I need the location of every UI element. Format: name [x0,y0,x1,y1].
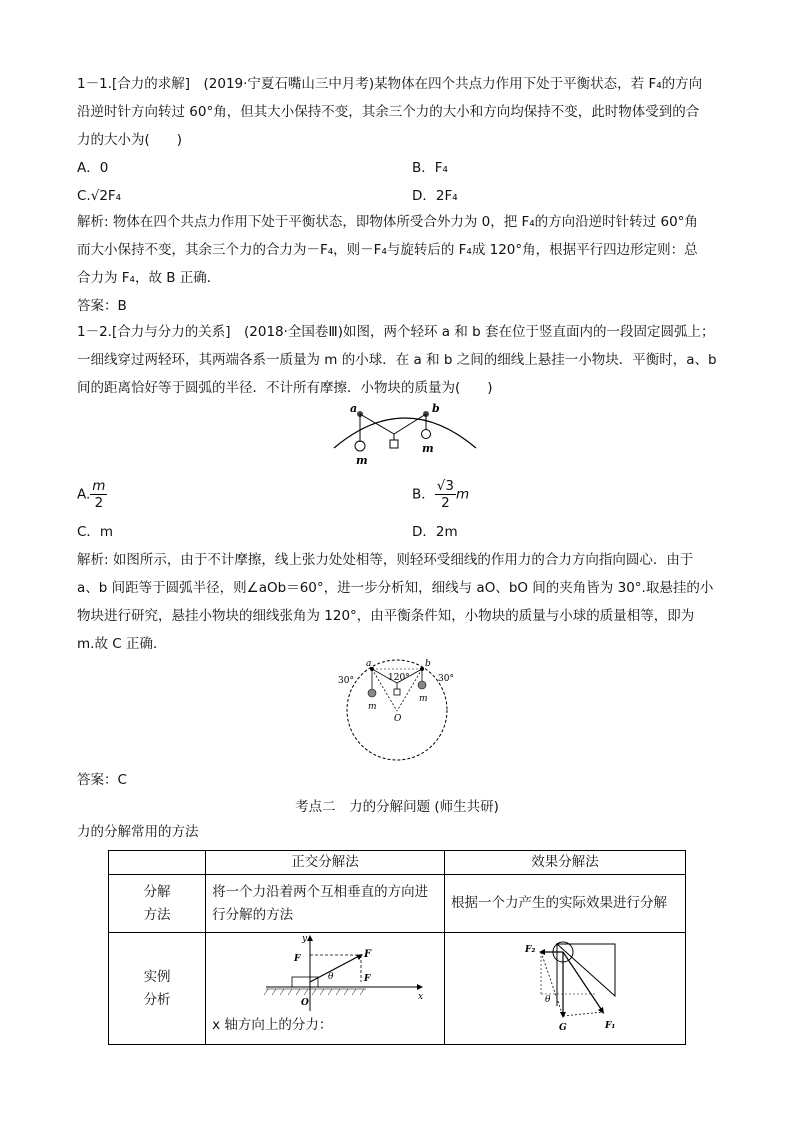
fig3-label-x: x [418,992,424,1002]
q2-option-b-numerator: √3 [436,478,454,494]
q1-stem-line3: 力的大小为( ) [77,132,183,148]
q2-fig-label-a: a [350,402,358,415]
table-row-example [109,933,686,1045]
q1-answer: 答案：B [77,298,127,314]
section-title: 考点二 力的分解问题 (师生共研) [295,799,499,815]
q1-stem-line1: 1－1.[合力的求解] (2019·宁夏石嘴山三中月考)某物体在四个共点力作用下处于平衡状态，若 F₄的方向 [77,76,703,92]
table-cell-effect-example [445,933,686,1045]
q2-fig2-label-m2: m [419,694,428,704]
q2-option-a [77,478,107,511]
q2-fig2-label-m1: m [368,702,377,712]
q2-analysis-figure [332,655,462,765]
q2-fig-label-m2: m [422,442,434,455]
q2-option-b-fraction [435,478,456,511]
q2-fig2-angle-left: 30° [338,676,354,686]
q2-fig-label-b: b [432,402,440,415]
orthogonal-x-component-note [206,1015,444,1035]
fig3-label-f: F [364,949,372,960]
table-header-effect: 效果分解法 [445,851,686,875]
orthogonal-x-component-text: x 轴方向上的分力： [212,1017,333,1033]
q2-stem-line3: 间的距离恰好等于圆弧的半径．不计所有摩擦．小物块的质量为( ) [77,380,493,396]
q2-fig2-label-b: b [425,659,431,669]
q2-fig-label-m1: m [356,454,368,467]
q2-fig2-label-o: O [394,714,402,724]
q2-option-b [412,478,469,511]
q2-stem-line1: 1－2.[合力与分力的关系] (2018·全国卷Ⅲ)如图，两个轻环 a 和 b 套在位于竖直面内的一段固定圆弧上； [77,324,715,340]
table-row-example-label-line2: 分析 [143,991,171,1008]
q2-option-b-suffix: m [455,486,470,503]
effect-decomposition-figure [445,936,685,1042]
section-subtitle: 力的分解常用的方法 [77,824,199,840]
q2-analysis-line3: 物块进行研究，悬挂小物块的细线张角为 120°，由平衡条件知，小物块的质量与小球的质量相等，即为 [77,608,695,624]
q2-option-a-prefix: A. [77,486,91,503]
table-row-method-label-line2: 方法 [143,906,171,923]
fig3-label-fy: F [294,954,301,964]
q2-option-c: C．m [77,524,114,540]
q1-option-a: A．0 [77,160,109,176]
q2-option-a-fraction [90,478,107,511]
q2-option-a-denominator: 2 [94,495,104,511]
q2-stem-line2: 一细线穿过两轻环，其两端各系一质量为 m 的小球．在 a 和 b 之间的细线上悬挂一小物块．平衡时，a、b [77,352,717,368]
q1-analysis-line1: 解析: 物体在四个共点力作用下处于平衡状态，即物体所受合外力为 0，把 F₄的方向沿逆时针转过 60°角 [77,214,698,230]
fig4-label-f1: F₁ [605,1020,616,1031]
q2-option-b-prefix: B． [412,486,435,503]
table-row-example-label [109,933,206,1045]
q1-analysis-line3: 合力为 F₄，故 B 正确． [77,270,221,286]
q1-option-d: D．2F₄ [412,188,458,204]
fig4-label-f2: F₂ [525,944,536,955]
table-header-blank [109,851,206,875]
q1-option-b: B．F₄ [412,160,448,176]
table-row-example-label-line1: 实例 [143,968,171,985]
fig3-label-fx: F [364,974,371,984]
q2-fig2-angle-right: 30° [438,674,454,684]
q2-fig2-label-a: a [366,659,372,669]
q2-option-a-numerator: m [92,478,106,494]
table-row-method [109,875,686,933]
table-cell-orthogonal-example [206,933,445,1045]
q2-arc-figure [330,402,480,468]
table-header-row [109,851,686,875]
table-cell-orthogonal-line1: 将一个力沿着两个互相垂直的方向进 [212,883,429,900]
q2-option-d: D．2m [412,524,458,540]
q2-analysis-line1: 解析: 如图所示，由于不计摩擦，线上张力处处相等，则轻环受细线的作用力的合力方向指向圆心．由于 [77,552,694,568]
table-row-method-label [109,875,206,933]
table-cell-orthogonal-line2: 行分解的方法 [212,906,294,923]
fig4-label-theta: θ [545,994,551,1005]
table-row-method-label-line1: 分解 [143,883,171,900]
fig3-label-theta: θ [328,972,334,982]
fig3-label-y: y [302,934,308,944]
fig3-label-o: O [301,998,309,1008]
table-cell-orthogonal-method [206,875,445,933]
q1-stem-line2: 沿逆时针方向转过 60°角，但其大小保持不变，其余三个力的大小和方向均保持不变，此时物体受到的合 [77,104,700,120]
q2-option-b-denominator: 2 [441,495,450,511]
q2-analysis-line4: m.故 C 正确． [77,636,167,652]
table-cell-effect-method: 根据一个力产生的实际效果进行分解 [445,875,686,933]
table-header-orthogonal: 正交分解法 [206,851,445,875]
q2-analysis-line2: a、b 间距等于圆弧半径，则∠aOb＝60°，进一步分析知，细线与 aO、bO 间的夹角皆为 30°.取悬挂的小 [77,580,714,596]
q1-option-c: C.√2F₄ [77,188,122,204]
orthogonal-decomposition-figure [206,933,432,1015]
q1-analysis-line2: 而大小保持不变，其余三个力的合力为－F₄，则－F₄与旋转后的 F₄成 120°角，根据平行四边形定则：总 [77,242,698,258]
q2-fig2-angle-center: 120° [388,673,410,683]
fig4-label-g: G [559,1022,567,1033]
q2-answer: 答案：C [77,772,127,788]
decomposition-methods-table [108,850,686,1045]
